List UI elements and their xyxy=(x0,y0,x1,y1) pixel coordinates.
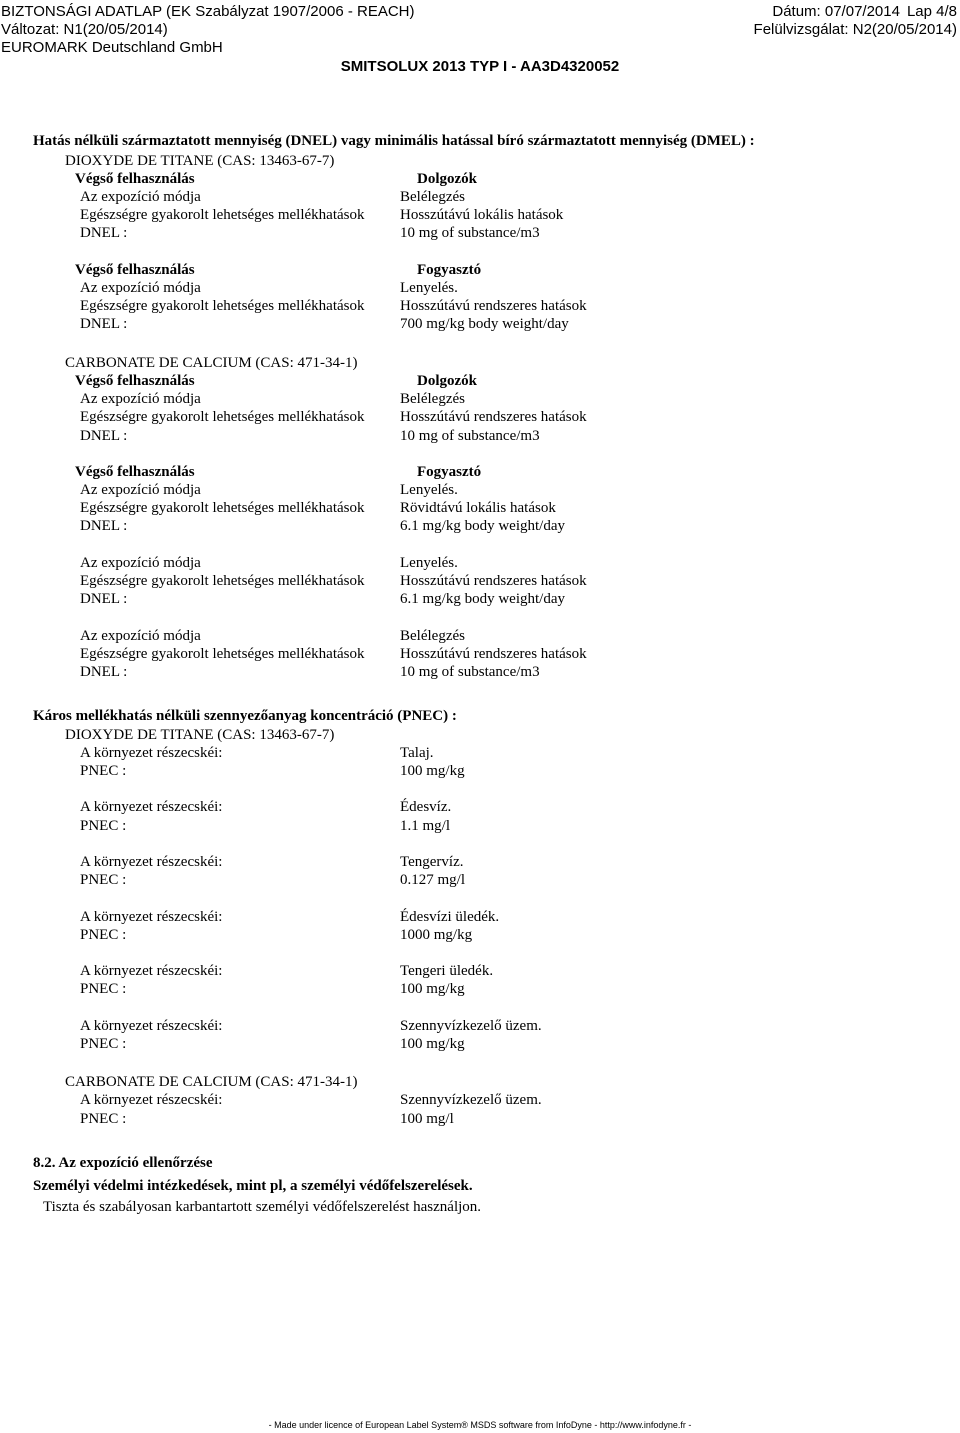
end-use-row xyxy=(0,372,960,390)
end-use-label: Végső felhasználás xyxy=(75,170,195,187)
pnec-value-value: 1.1 mg/l xyxy=(400,817,451,834)
dnel-value-value: 6.1 mg/kg body weight/day xyxy=(400,591,565,608)
exposure-route-row xyxy=(0,481,960,499)
environment-compartment-value: Talaj. xyxy=(400,744,434,761)
pnec-value-row xyxy=(0,817,960,835)
health-effect-value: Hosszútávú rendszeres hatások xyxy=(400,298,587,315)
environment-compartment-value: Édesvízi üledék. xyxy=(400,908,500,925)
exposure-route-value: Lenyelés. xyxy=(400,554,458,571)
dnel-value-label: DNEL : xyxy=(80,518,128,535)
exposure-route-value: Lenyelés. xyxy=(400,482,458,499)
end-use-row xyxy=(0,463,960,481)
environment-compartment-row xyxy=(0,908,960,926)
exposure-route-row xyxy=(0,279,960,297)
exposure-route-label: Az expozíció módja xyxy=(80,554,201,571)
pnec-section xyxy=(0,707,960,1128)
health-effect-label: Egészségre gyakorolt lehetséges mellékhatások xyxy=(80,207,365,224)
company-name: EUROMARK Deutschland GmbH xyxy=(1,39,223,56)
pnec-value-value: 100 mg/l xyxy=(400,1110,454,1127)
environment-compartment-value: Szennyvízkezelő üzem. xyxy=(400,1017,542,1034)
pnec-value-value: 0.127 mg/l xyxy=(400,872,466,889)
health-effect-row xyxy=(0,645,960,663)
revision-label: Felülvizsgálat: N2(20/05/2014) xyxy=(753,21,957,38)
substance-name: DIOXYDE DE TITANE (CAS: 13463-67-7) xyxy=(65,726,335,743)
pnec-substances xyxy=(0,726,960,1128)
end-use-value: Dolgozók xyxy=(417,372,477,389)
exposure-route-row xyxy=(0,390,960,408)
end-use-label: Végső felhasználás xyxy=(75,372,195,389)
version-label: Változat: N1(20/05/2014) xyxy=(1,21,168,38)
pnec-value-row xyxy=(0,980,960,998)
substance-name: DIOXYDE DE TITANE (CAS: 13463-67-7) xyxy=(65,152,335,169)
health-effect-value: Hosszútávú rendszeres hatások xyxy=(400,645,587,662)
environment-compartment-value: Tengervíz. xyxy=(400,854,464,870)
exposure-route-row xyxy=(0,188,960,206)
pnec-value-row xyxy=(0,871,960,889)
dnel-value-row xyxy=(0,517,960,535)
exposure-route-value: Belélegzés xyxy=(400,189,465,206)
end-use-row xyxy=(0,261,960,279)
pnec-value-value: 1000 mg/kg xyxy=(400,926,473,943)
pnec-value-row xyxy=(0,1035,960,1053)
exposure-route-row xyxy=(0,627,960,645)
exposure-route-label: Az expozíció módja xyxy=(80,391,201,408)
health-effect-label: Egészségre gyakorolt lehetséges mellékhatások xyxy=(80,500,365,517)
pnec-entry xyxy=(0,744,960,780)
health-effect-label: Egészségre gyakorolt lehetséges mellékhatások xyxy=(80,298,365,315)
pnec-value-value: 100 mg/kg xyxy=(400,981,465,998)
pnec-entry xyxy=(0,908,960,944)
environment-compartment-label: A környezet részecskéi: xyxy=(80,1017,223,1034)
substance-name: CARBONATE DE CALCIUM (CAS: 471-34-1) xyxy=(65,354,358,371)
end-use-value: Dolgozók xyxy=(417,170,477,187)
exposure-route-label: Az expozíció módja xyxy=(80,189,201,206)
health-effect-value: Hosszútávú lokális hatások xyxy=(400,207,564,224)
pnec-entry xyxy=(0,962,960,998)
dnel-entry xyxy=(0,627,960,682)
pnec-value-label: PNEC : xyxy=(80,763,127,780)
environment-compartment-row xyxy=(0,853,960,871)
health-effect-row xyxy=(0,297,960,315)
environment-compartment-row xyxy=(0,1017,960,1035)
page-number: Lap 4/8 xyxy=(906,3,957,20)
environment-compartment-value: Tengeri üledék. xyxy=(400,963,494,980)
pnec-value-value: 100 mg/kg xyxy=(400,763,465,780)
exposure-route-value: Lenyelés. xyxy=(400,280,458,296)
dnel-entry xyxy=(0,261,960,334)
end-use-label: Végső felhasználás xyxy=(75,463,195,480)
section-8-2-heading: 8.2. Az expozíció ellenőrzése xyxy=(33,1155,213,1171)
pnec-entry xyxy=(0,1017,960,1053)
health-effect-label: Egészségre gyakorolt lehetséges mellékhatások xyxy=(80,645,365,662)
pnec-entry xyxy=(0,1091,960,1127)
dnel-value-label: DNEL : xyxy=(80,427,128,444)
dnel-value-value: 6.1 mg/kg body weight/day xyxy=(400,518,565,535)
footer-licence: - Made under licence of European Label System® MSDS software from InfoDyne - http://www.infodyne.fr - xyxy=(268,1420,692,1430)
pnec-value-label: PNEC : xyxy=(80,872,127,889)
exposure-route-value: Belélegzés xyxy=(400,627,465,644)
dnel-value-value: 10 mg of substance/m3 xyxy=(400,427,540,444)
dnel-value-row xyxy=(0,224,960,242)
pnec-value-row xyxy=(0,762,960,780)
environment-compartment-label: A környezet részecskéi: xyxy=(80,799,223,816)
dnel-value-label: DNEL : xyxy=(80,591,128,608)
date-page-line xyxy=(772,3,957,21)
dnel-value-label: DNEL : xyxy=(80,316,128,333)
health-effect-label: Egészségre gyakorolt lehetséges mellékhatások xyxy=(80,573,365,589)
pnec-value-label: PNEC : xyxy=(80,817,127,834)
pnec-value-value: 100 mg/kg xyxy=(400,1035,465,1052)
dnel-substances xyxy=(0,152,960,681)
end-use-label: Végső felhasználás xyxy=(75,261,195,278)
substance-block xyxy=(0,152,960,334)
environment-compartment-label: A környezet részecskéi: xyxy=(80,1092,223,1109)
environment-compartment-label: A környezet részecskéi: xyxy=(80,744,223,761)
pnec-entry xyxy=(0,798,960,834)
environment-compartment-label: A környezet részecskéi: xyxy=(80,963,223,980)
end-use-value: Fogyasztó xyxy=(417,463,482,480)
pnec-value-label: PNEC : xyxy=(80,1110,127,1127)
health-effect-value: Hosszútávú rendszeres hatások xyxy=(400,573,587,589)
substance-block xyxy=(0,726,960,1053)
dnel-entry xyxy=(0,463,960,536)
health-effect-row xyxy=(0,572,960,590)
substance-name: CARBONATE DE CALCIUM (CAS: 471-34-1) xyxy=(65,1074,358,1091)
document-date: Dátum: 07/07/2014 xyxy=(772,3,900,20)
dnel-value-row xyxy=(0,590,960,608)
dnel-entry xyxy=(0,554,960,609)
pnec-entry xyxy=(0,853,960,889)
pnec-value-row xyxy=(0,926,960,944)
exposure-route-value: Belélegzés xyxy=(400,391,465,408)
health-effect-row xyxy=(0,206,960,224)
exposure-route-label: Az expozíció módja xyxy=(80,627,201,644)
dnel-value-row xyxy=(0,663,960,681)
dnel-value-value: 10 mg of substance/m3 xyxy=(400,225,540,242)
dnel-value-row xyxy=(0,315,960,333)
pnec-value-label: PNEC : xyxy=(80,981,127,998)
pnec-heading: Káros mellékhatás nélküli szennyezőanyag koncentráció (PNEC) : xyxy=(33,708,457,724)
environment-compartment-label: A környezet részecskéi: xyxy=(80,854,223,870)
dnel-value-value: 10 mg of substance/m3 xyxy=(400,663,540,680)
health-effect-value: Hosszútávú rendszeres hatások xyxy=(400,409,587,426)
end-use-row xyxy=(0,170,960,188)
environment-compartment-value: Édesvíz. xyxy=(400,799,452,816)
health-effect-label: Egészségre gyakorolt lehetséges mellékhatások xyxy=(80,409,365,426)
dnel-heading: Hatás nélküli származtatott mennyiség (DNEL) vagy minimális hatással bíró származtatott mennyiség (DMEL) : xyxy=(33,133,755,149)
pnec-value-row xyxy=(0,1110,960,1128)
dnel-value-value: 700 mg/kg body weight/day xyxy=(400,316,569,333)
exposure-route-row xyxy=(0,554,960,572)
dnel-value-row xyxy=(0,427,960,445)
document-title: BIZTONSÁGI ADATLAP (EK Szabályzat 1907/2006 - REACH) xyxy=(1,3,415,20)
exposure-route-label: Az expozíció módja xyxy=(80,482,201,499)
dnel-entry xyxy=(0,170,960,243)
pnec-value-label: PNEC : xyxy=(80,1035,127,1052)
dnel-value-label: DNEL : xyxy=(80,663,128,680)
environment-compartment-row xyxy=(0,798,960,816)
environment-compartment-row xyxy=(0,1091,960,1109)
environment-compartment-row xyxy=(0,744,960,762)
substance-block xyxy=(0,1073,960,1128)
environment-compartment-label: A környezet részecskéi: xyxy=(80,908,223,925)
environment-compartment-value: Szennyvízkezelő üzem. xyxy=(400,1092,542,1109)
dnel-section xyxy=(0,132,960,681)
product-name: SMITSOLUX 2013 TYP I - AA3D4320052 xyxy=(340,58,620,75)
pnec-value-label: PNEC : xyxy=(80,926,127,943)
substance-block xyxy=(0,354,960,681)
end-use-value: Fogyasztó xyxy=(417,261,482,278)
exposure-route-label: Az expozíció módja xyxy=(80,280,201,296)
section-8-2-text: Tiszta és szabályosan karbantartott személyi védőfelszerelést használjon. xyxy=(43,1199,482,1215)
environment-compartment-row xyxy=(0,962,960,980)
dnel-value-label: DNEL : xyxy=(80,225,128,242)
dnel-entry xyxy=(0,372,960,445)
health-effect-row xyxy=(0,499,960,517)
health-effect-row xyxy=(0,408,960,426)
health-effect-value: Rövidtávú lokális hatások xyxy=(400,500,556,517)
section-8-2-subheading: Személyi védelmi intézkedések, mint pl, a személyi védőfelszerelések. xyxy=(33,1178,473,1194)
